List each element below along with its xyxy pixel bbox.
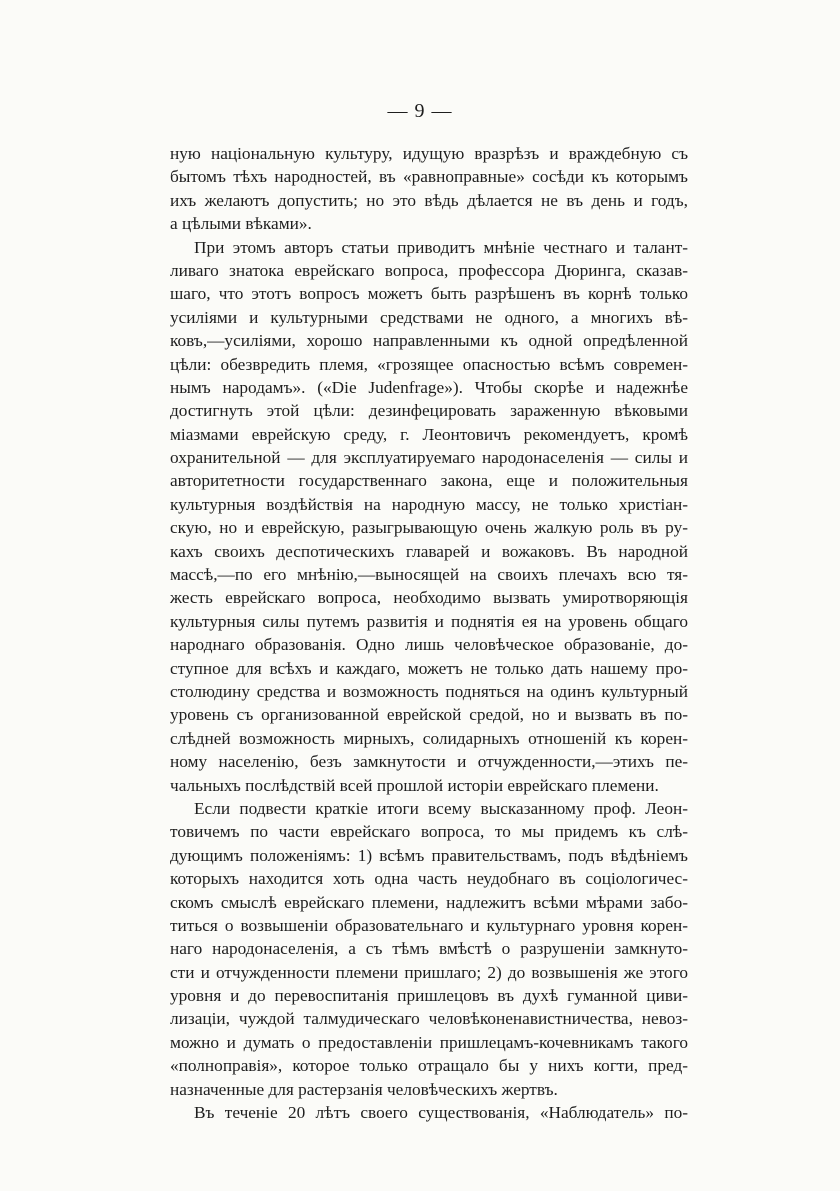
text-line: Если подвести краткіе итоги всему высказанному проф. Леон- bbox=[194, 798, 688, 818]
text-line: «полноправія», которое только отращало бы у нихъ когти, пред- bbox=[170, 1056, 688, 1076]
text-line: жесть еврейскаго вопроса, необходимо вызвать умиротворяющія bbox=[170, 588, 688, 608]
text-line: культурныя силы путемъ развитія и поднятія ея на уровень общаго bbox=[170, 611, 688, 631]
text-line: нымъ народамъ». («Die Judenfrage»). Чтобы скорѣе и надежнѣе bbox=[170, 377, 688, 397]
text-line: ковъ,—усиліями, хорошо направленными къ одной опредѣленной bbox=[170, 331, 688, 351]
text-line: можно и думать о предоставленіи пришлецамъ-кочевникамъ такого bbox=[170, 1032, 688, 1052]
text-line: которыхъ находится хоть одна часть неудобнаго въ соціологичес- bbox=[170, 869, 688, 889]
text-line: товичемъ по части еврейскаго вопроса, то мы придемъ къ слѣ- bbox=[170, 822, 688, 842]
text-line: авторитетности государственнаго закона, еще и положительныя bbox=[170, 471, 688, 491]
text-line: кахъ своихъ деспотическихъ главарей и вожаковъ. Въ народной bbox=[170, 541, 688, 561]
text-line: шаго, что этотъ вопросъ можетъ быть разрѣшенъ въ корнѣ только bbox=[170, 284, 688, 304]
text-line: бытомъ тѣхъ народностей, въ «равноправные» сосѣди къ которымъ bbox=[170, 167, 688, 187]
text-line: охранительной — для эксплуатируемаго народонаселенія — силы и bbox=[170, 448, 688, 468]
text-line: ступное для всѣхъ и каждаго, можетъ не только дать нашему про- bbox=[170, 658, 688, 678]
text-line: сти и отчужденности племени пришлаго; 2) до возвышенія же этого bbox=[170, 962, 688, 982]
text-line: Въ теченіе 20 лѣтъ своего существованія, «Наблюдатель» по- bbox=[194, 1103, 688, 1123]
text-line: цѣли: обезвредить племя, «грозящее опасностью всѣмъ современ- bbox=[170, 354, 688, 374]
text-line: уровня и до перевоспитанія пришлецовъ въ духѣ гуманной циви- bbox=[170, 986, 688, 1006]
text-line: усиліями и культурными средствами не одного, а многихъ вѣ- bbox=[170, 307, 688, 327]
text-line: ливаго знатока еврейскаго вопроса, профессора Дюринга, сказав- bbox=[170, 260, 688, 280]
body-text bbox=[170, 142, 688, 1124]
text-line: титься о возвышеніи образовательнаго и культурнаго уровня корен- bbox=[170, 915, 688, 935]
text-line: слѣдней возможность мирныхъ, солидарныхъ отношеній къ корен- bbox=[170, 728, 688, 748]
text-line: а цѣлыми вѣками». bbox=[170, 214, 312, 234]
text-line: лизаціи, чуждой талмудическаго человѣконенавистничества, невоз- bbox=[170, 1009, 688, 1029]
text-line: чальныхъ послѣдствій всей прошлой исторіи еврейскаго племени. bbox=[170, 775, 659, 795]
text-line: ную національную культуру, идущую вразрѣзъ и враждебную съ bbox=[170, 144, 688, 163]
text-line: скую, но и еврейскую, разыгрывающую очень жалкую роль въ ру- bbox=[170, 518, 688, 538]
page-number: — 9 — bbox=[387, 100, 453, 122]
text-line: столюдину средства и возможность подняться на одинъ культурный bbox=[170, 681, 688, 701]
text-line: наго народонаселенія, а съ тѣмъ вмѣстѣ о разрушеніи замкнуто- bbox=[170, 939, 688, 959]
text-line: уровень съ организованной еврейской средой, но и вызвать въ по- bbox=[170, 705, 688, 725]
text-line: дующимъ положеніямъ: 1) всѣмъ правительствамъ, подъ вѣдѣніемъ bbox=[170, 845, 688, 865]
text-line: скомъ смыслѣ еврейскаго племени, надлежитъ всѣми мѣрами забо- bbox=[170, 892, 688, 912]
text-line: ихъ желаютъ допустить; но это вѣдь дѣлается не въ день и годъ, bbox=[170, 190, 688, 210]
text-line: массѣ,—по его мнѣнію,—выносящей на своихъ плечахъ всю тя- bbox=[170, 565, 688, 585]
text-line: ному населенію, безъ замкнутости и отчужденности,—этихъ пе- bbox=[170, 752, 688, 772]
text-line: достигнуть этой цѣли: дезинфецировать зараженную вѣковыми bbox=[170, 401, 688, 421]
text-line: культурныя воздѣйствія на народную массу, не только христіан- bbox=[170, 494, 688, 514]
text-line: При этомъ авторъ статьи приводитъ мнѣніе честнаго и талант- bbox=[194, 237, 688, 257]
text-line: народнаго образованія. Одно лишь человѣческое образованіе, до- bbox=[170, 635, 688, 655]
text-line: назначенные для растерзанія человѣческихъ жертвъ. bbox=[170, 1079, 558, 1099]
text-line: міазмами еврейскую среду, г. Леонтовичъ рекомендуетъ, кромѣ bbox=[170, 424, 688, 444]
